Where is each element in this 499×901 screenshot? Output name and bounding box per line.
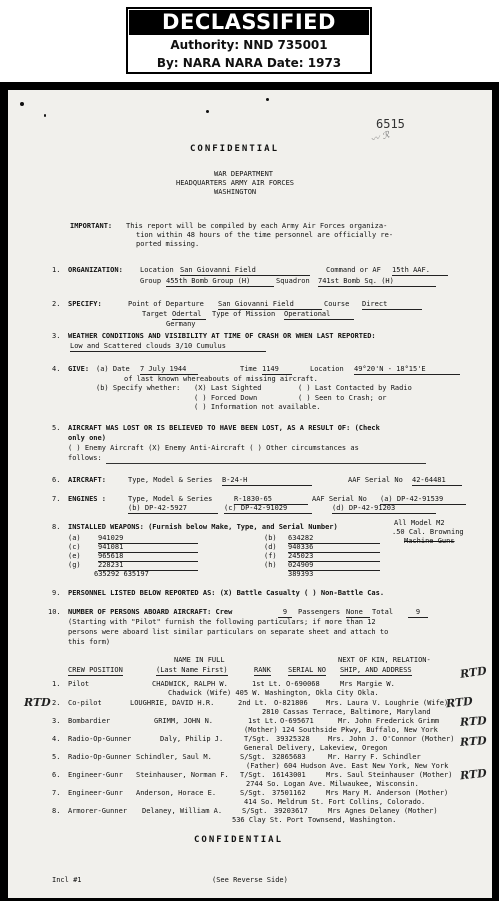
location-label: Location — [140, 266, 174, 274]
crew-serial: 32865683 — [272, 753, 306, 761]
crew-kin: Mrs. Laura V. Loughrie (Wife) — [326, 699, 449, 707]
weapons-note-1: All Model M2 — [394, 519, 445, 527]
crew-kin: Mr. John Frederick Grimm — [338, 717, 440, 725]
target-label: Target — [142, 310, 168, 318]
weapon-label-c: (c) — [68, 543, 81, 551]
crew-name: Delaney, William A. — [142, 807, 223, 815]
weapon-serial-d: 940336 — [288, 543, 380, 553]
important-text-1: This report will be compiled by each Army Air Forces organiza- — [126, 222, 388, 230]
departure-value: San Giovanni Field — [218, 300, 322, 310]
header-last-name-first: (Last Name First) — [156, 666, 228, 674]
crew-serial: 39203617 — [274, 807, 308, 815]
crew-address: 2744 So. Logan Ave. Milwaukee, Wisconsin. — [246, 780, 419, 788]
total-label: Total — [372, 608, 394, 616]
weapon-serial-extra-left: 635292 635197 — [94, 570, 149, 578]
crew-position: Radio-Op-Gunner — [68, 735, 132, 743]
persons-aboard-label: NUMBER OF PERSONS ABOARD AIRCRAFT: Crew — [68, 608, 233, 616]
squadron-value: 741st Bomb Sq. (H) — [318, 277, 436, 287]
hq-heading: HEADQUARTERS ARMY AIR FORCES — [176, 179, 295, 187]
crew-position: Engineer-Gunr — [68, 771, 123, 779]
inclosure-label: Incl #1 — [52, 876, 82, 884]
header-serial: SERIAL NO — [288, 666, 326, 674]
item-number: 7. — [52, 495, 61, 503]
crew-rank: T/Sgt. — [244, 735, 270, 743]
handwritten-rtd: RTD — [445, 694, 474, 711]
header-kin-1: NEXT OF KIN, RELATION- — [338, 656, 431, 664]
aircraft-serial-value: 42-64481 — [412, 476, 462, 486]
stamp-authority: Authority: NND 735001 — [170, 38, 328, 52]
weather-value: Low and Scattered clouds 3/10 Cumulus — [70, 342, 266, 352]
crew-address: Chadwick (Wife) 405 W. Washington, Okla City Okla. — [168, 689, 379, 697]
declassified-stamp — [126, 7, 372, 74]
weapon-label-g: (g) — [68, 561, 81, 569]
handwritten-rtd: RTD — [459, 766, 488, 783]
option-seen-to-crash: ( ) Seen to Crash; or — [298, 394, 387, 402]
date-value: 7 July 1944 — [140, 365, 198, 375]
crew-address: (Mother) 124 Southside Pkwy, Buffalo, New York — [244, 726, 438, 734]
scan-speck — [44, 114, 46, 117]
specify-label: SPECIFY: — [68, 300, 102, 308]
command-label: Command or AF — [326, 266, 381, 274]
item-number: 1. — [52, 266, 61, 274]
crew-serial: 39325328 — [276, 735, 310, 743]
passengers-label: Passengers — [298, 608, 341, 616]
header-name-in-full: NAME IN FULL — [174, 656, 225, 664]
crew-rank: S/Sgt. — [242, 807, 268, 815]
whereabouts-text: of last known whereabouts of missing aircraft. — [124, 375, 318, 383]
stamp-title: DECLASSIFIED — [129, 10, 369, 35]
crew-serial: O-690068 — [286, 680, 320, 688]
give-label: GIVE: — [68, 365, 90, 373]
group-label: Group — [140, 277, 162, 285]
document-number: 6515 — [376, 117, 405, 131]
weapons-note-3: Machine Guns — [404, 537, 455, 545]
crew-position: Radio-Op-Gunner — [68, 753, 132, 761]
location-value-4: 49°20'N - 18°15'E — [354, 365, 460, 375]
engine-serial-d: (d) DP-42-91203 — [332, 504, 436, 514]
item-number: 5. — [52, 424, 61, 432]
loss-cause-options: ( ) Enemy Aircraft (X) Enemy Anti-Aircraft ( ) Other circumstances as — [68, 444, 359, 452]
weapon-serial-f: 245023 — [288, 552, 380, 562]
crew-kin: Mr. Harry F. Schindler — [328, 753, 421, 761]
crew-name: Steinhauser, Norman F. — [136, 771, 229, 779]
location-value: San Giovanni Field — [180, 266, 310, 276]
row-number: 4. — [52, 735, 61, 743]
organization-label: ORGANIZATION: — [68, 266, 123, 274]
group-value: 455th Bomb Group (H) — [166, 277, 274, 287]
follows-line — [106, 463, 426, 464]
see-reverse-side: (See Reverse Side) — [212, 876, 288, 884]
crew-position: Pilot — [68, 680, 90, 688]
item-number: 3. — [52, 332, 61, 340]
declassification-banner — [0, 0, 499, 82]
item-number: 6. — [52, 476, 61, 484]
crew-name: Schindler, Saul M. — [136, 753, 212, 761]
crew-name: CHADWICK, RALPH W. — [152, 680, 228, 688]
crew-rank: T/Sgt. — [240, 771, 266, 779]
crew-rank: 1st Lt. — [248, 717, 278, 725]
loss-cause-label-2: only one) — [68, 434, 106, 442]
engine-type-value: R-1830-65 — [234, 495, 308, 505]
handwritten-rtd: RTD — [24, 696, 51, 709]
item-number: 4. — [52, 365, 61, 373]
course-label: Course — [324, 300, 350, 308]
course-value: Direct — [362, 300, 422, 310]
persons-instructions-1: (Starting with "Pilot" furnish the following particulars; if more than 12 — [68, 618, 376, 626]
option-last-contacted: ( ) Last Contacted by Radio — [298, 384, 412, 392]
crew-serial: O-821806 — [274, 699, 308, 707]
target-value: Odertal — [172, 310, 206, 320]
crew-serial: 37501162 — [272, 789, 306, 797]
weapon-serial-extra-right: 389393 — [288, 570, 314, 578]
weapon-label-b: (b) — [264, 534, 277, 542]
classification-header: CONFIDENTIAL — [190, 144, 280, 154]
item-number: 10. — [48, 608, 61, 616]
weapon-serial-e: 965618 — [98, 552, 198, 562]
crew-position: Engineer-Gunr — [68, 789, 123, 797]
handwritten-rtd: RTD — [459, 734, 488, 749]
weapon-serial-g: 228231 — [98, 561, 198, 571]
row-number: 6. — [52, 771, 61, 779]
crew-name: GRIMM, JOHN N. — [154, 717, 214, 725]
crew-rank: S/Sgt. — [240, 789, 266, 797]
option-info-not-available: ( ) Information not available. — [194, 403, 321, 411]
missing-aircrew-report-page — [8, 90, 492, 898]
item-number: 8. — [52, 523, 61, 531]
crew-kin: Mrs. Saul Steinhauser (Mother) — [326, 771, 453, 779]
aircraft-serial-label: AAF Serial No — [348, 476, 403, 484]
mission-label: Type of Mission — [212, 310, 276, 318]
row-number: 7. — [52, 789, 61, 797]
crew-position: Armorer-Gunner — [68, 807, 128, 815]
stamp-by: By: NARA NARA Date: 1973 — [156, 56, 342, 70]
weapons-note-2: .50 Cal. Browning — [392, 528, 464, 536]
crew-kin: Mrs. John J. O'Connor (Mother) — [328, 735, 455, 743]
weapon-serial-h: 024909 — [288, 561, 380, 571]
crew-address: 2810 Cassas Terrace, Baltimore, Maryland — [262, 708, 431, 716]
aircraft-type-label: Type, Model & Series — [128, 476, 213, 484]
loss-cause-label: AIRCRAFT WAS LOST OR IS BELIEVED TO HAVE BEEN LOST, AS A RESULT OF: (Check — [68, 424, 380, 432]
weapon-label-h: (h) — [264, 561, 277, 569]
passengers-count: None — [346, 608, 370, 618]
location-label-4: Location — [310, 365, 344, 373]
important-label: IMPORTANT: — [70, 222, 113, 230]
weather-label: WEATHER CONDITIONS AND VISIBILITY AT TIME OF CRASH OR WHEN LAST REPORTED: — [68, 332, 376, 340]
handwritten-rtd: RTD — [459, 714, 488, 729]
row-number: 5. — [52, 753, 61, 761]
header-rank: RANK — [254, 666, 271, 674]
engine-serial-a: (a) DP-42-91539 — [380, 495, 466, 505]
row-number: 2. — [52, 699, 61, 707]
important-text-2: tion within 48 hours of the time personnel are officially re- — [136, 231, 394, 239]
crew-position: Co-pilot — [68, 699, 102, 707]
header-kin-2: SHIP, AND ADDRESS — [340, 666, 412, 674]
crew-address: 414 So. Meldrum St. Fort Collins, Colorado. — [244, 798, 426, 806]
crew-kin: Mrs Mary M. Anderson (Mother) — [326, 789, 449, 797]
weapon-serial-a: 941029 — [98, 534, 198, 544]
crew-address: (Father) 604 Hudson Ave. East New York, New York — [246, 762, 449, 770]
header-crew-position: CREW POSITION — [68, 666, 123, 674]
option-last-sighted: (X) Last Sighted — [194, 384, 262, 392]
weapon-serial-c: 941081 — [98, 543, 198, 553]
crew-serial: O-695671 — [280, 717, 314, 725]
time-value: 1149 — [262, 365, 292, 375]
engine-type-label: Type, Model & Series — [128, 495, 213, 503]
engine-serial-b: (b) DP-42-5927 — [128, 504, 218, 514]
crew-kin: Mrs Margie W. — [340, 680, 395, 688]
crew-name: Daly, Philip J. — [160, 735, 224, 743]
weapon-label-f: (f) — [264, 552, 277, 560]
important-text-3: ported missing. — [136, 240, 200, 248]
crew-rank: S/Sgt. — [240, 753, 266, 761]
crew-address: General Delivery, Lakeview, Oregon — [244, 744, 388, 752]
target-country: Germany — [166, 320, 196, 328]
crew-kin: Mrs Agnes Delaney (Mother) — [328, 807, 438, 815]
personnel-status: PERSONNEL LISTED BELOW REPORTED AS: (X) Battle Casualty ( ) Non-Battle Cas. — [68, 589, 385, 597]
mission-value: Operational — [284, 310, 354, 320]
option-forced-down: ( ) Forced Down — [194, 394, 258, 402]
persons-instructions-3: this form) — [68, 638, 111, 646]
row-number: 1. — [52, 680, 61, 688]
weapons-label: INSTALLED WEAPONS: (Furnish below Make, Type, and Serial Number) — [68, 523, 338, 531]
scan-speck — [20, 102, 24, 106]
time-label: Time — [240, 365, 257, 373]
crew-name: Anderson, Horace E. — [136, 789, 217, 797]
weapon-label-e: (e) — [68, 552, 81, 560]
crew-address: 536 Clay St. Port Townsend, Washington. — [232, 816, 397, 824]
aircraft-type-value: B-24-H — [222, 476, 312, 486]
squadron-label: Squadron — [276, 277, 310, 285]
command-value: 15th AAF. — [392, 266, 448, 276]
departure-label: Point of Departure — [128, 300, 204, 308]
crew-rank: 2nd Lt. — [238, 699, 268, 707]
crew-rank: 1st Lt. — [252, 680, 282, 688]
scan-speck — [206, 110, 209, 113]
loss-cause-follows: follows: — [68, 454, 102, 462]
crew-serial: 16143001 — [272, 771, 306, 779]
crew-name: LOUGHRIE, DAVID H.R. — [130, 699, 215, 707]
classification-footer: CONFIDENTIAL — [194, 835, 284, 845]
crew-position: Bombardier — [68, 717, 111, 725]
row-number: 8. — [52, 807, 61, 815]
weapon-label-a: (a) — [68, 534, 81, 542]
handwritten-rtd: RTD — [459, 664, 488, 681]
item-number: 9. — [52, 589, 61, 597]
weapon-label-d: (d) — [264, 543, 277, 551]
crew-count: 9 — [278, 608, 292, 618]
item-number: 2. — [52, 300, 61, 308]
aircraft-label: AIRCRAFT: — [68, 476, 106, 484]
weapon-serial-b: 634282 — [288, 534, 380, 544]
engine-serial-label: AAF Serial No — [312, 495, 367, 503]
handwritten-annotation: 〰 ℛ — [369, 130, 391, 146]
row-number: 3. — [52, 717, 61, 725]
engine-serial-c: (c) DP-42-91029 — [224, 504, 312, 514]
persons-instructions-2: persons were aboard list similar particulars on separate sheet and attach to — [68, 628, 389, 636]
specify-whether: (b) Specify whether: — [96, 384, 181, 392]
total-count: 9 — [408, 608, 428, 618]
scan-speck — [266, 98, 269, 101]
engines-label: ENGINES : — [68, 495, 106, 503]
dept-heading: WAR DEPARTMENT — [214, 170, 274, 178]
date-label: (a) Date — [96, 365, 130, 373]
city-heading: WASHINGTON — [214, 188, 257, 196]
